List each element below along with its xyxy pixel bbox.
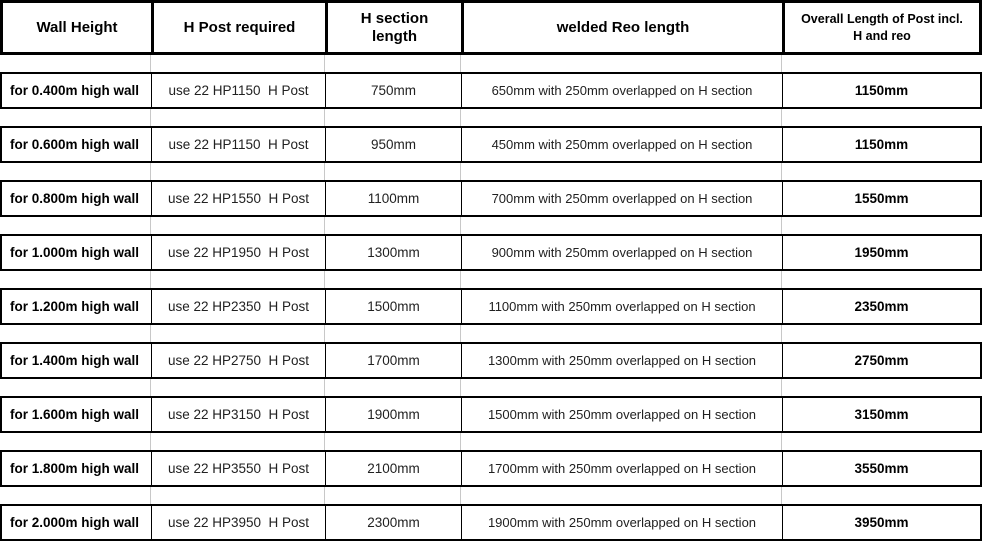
spacer-row: [0, 487, 982, 504]
header-overall-length: [782, 0, 982, 55]
cell-h-post: use 22 HP1150 H Post: [151, 126, 325, 163]
spacer-cell: [0, 163, 151, 180]
spacer-cell: [151, 325, 325, 342]
cell-h-post: use 22 HP3550 H Post: [151, 450, 325, 487]
spacer-cell: [782, 271, 982, 288]
cell-overall-length: 1150mm: [782, 72, 982, 109]
table-header-row: [0, 0, 982, 55]
spacer-cell: [782, 433, 982, 450]
cell-h-section-length: 1900mm: [325, 396, 461, 433]
cell-h-section-length: 1100mm: [325, 180, 461, 217]
spacer-cell: [0, 217, 151, 234]
spacer-cell: [461, 379, 782, 396]
cell-h-section-length: 950mm: [325, 126, 461, 163]
cell-overall-length: 1550mm: [782, 180, 982, 217]
cell-h-post: use 22 HP1150 H Post: [151, 72, 325, 109]
cell-reo-length: 700mm with 250mm overlapped on H section: [461, 180, 782, 217]
spacer-cell: [782, 217, 982, 234]
spacer-cell: [151, 163, 325, 180]
table-row: [0, 342, 982, 379]
spacer-row: [0, 109, 982, 126]
cell-overall-length: 2350mm: [782, 288, 982, 325]
cell-overall-length: 3550mm: [782, 450, 982, 487]
spacer-cell: [325, 109, 461, 126]
cell-reo-length: 1700mm with 250mm overlapped on H section: [461, 450, 782, 487]
spacer-cell: [461, 55, 782, 72]
spacer-cell: [0, 487, 151, 504]
header-label: welded Reo length: [556, 18, 690, 36]
spacer-cell: [151, 217, 325, 234]
spacer-cell: [151, 433, 325, 450]
cell-h-post: use 22 HP1550 H Post: [151, 180, 325, 217]
spacer-row: [0, 271, 982, 288]
table-row: [0, 234, 982, 271]
cell-reo-length: 650mm with 250mm overlapped on H section: [461, 72, 782, 109]
cell-wall-height: for 1.200m high wall: [0, 288, 151, 325]
spacer-cell: [782, 379, 982, 396]
spacer-cell: [325, 217, 461, 234]
spacer-cell: [782, 163, 982, 180]
spacer-row: [0, 163, 982, 180]
table-row: [0, 450, 982, 487]
cell-overall-length: 2750mm: [782, 342, 982, 379]
spacer-cell: [461, 271, 782, 288]
spacer-cell: [0, 433, 151, 450]
header-wall-height: [0, 0, 151, 55]
cell-h-post: use 22 HP3950 H Post: [151, 504, 325, 541]
spacer-cell: [151, 271, 325, 288]
spacer-cell: [461, 163, 782, 180]
spacer-cell: [325, 163, 461, 180]
spacer-row: [0, 55, 982, 72]
cell-h-post: use 22 HP2750 H Post: [151, 342, 325, 379]
cell-overall-length: 1950mm: [782, 234, 982, 271]
spacer-cell: [151, 487, 325, 504]
spacer-cell: [461, 433, 782, 450]
cell-h-section-length: 1300mm: [325, 234, 461, 271]
cell-reo-length: 1500mm with 250mm overlapped on H section: [461, 396, 782, 433]
cell-h-post: use 22 HP3150 H Post: [151, 396, 325, 433]
cell-wall-height: for 1.400m high wall: [0, 342, 151, 379]
table-row: [0, 180, 982, 217]
spacer-row: [0, 433, 982, 450]
spacer-cell: [151, 379, 325, 396]
spacer-cell: [0, 271, 151, 288]
cell-wall-height: for 1.800m high wall: [0, 450, 151, 487]
spacer-cell: [151, 55, 325, 72]
cell-h-section-length: 2300mm: [325, 504, 461, 541]
spacer-row: [0, 379, 982, 396]
table-row: [0, 288, 982, 325]
cell-wall-height: for 1.000m high wall: [0, 234, 151, 271]
header-label: H Post required: [183, 18, 296, 36]
cell-h-section-length: 750mm: [325, 72, 461, 109]
table-row: [0, 396, 982, 433]
header-label: Wall Height: [36, 18, 118, 36]
spacer-cell: [0, 55, 151, 72]
spacer-cell: [0, 379, 151, 396]
table-row: [0, 126, 982, 163]
cell-reo-length: 1100mm with 250mm overlapped on H section: [461, 288, 782, 325]
spacer-cell: [782, 487, 982, 504]
cell-h-section-length: 2100mm: [325, 450, 461, 487]
spacer-cell: [325, 55, 461, 72]
spacer-cell: [325, 433, 461, 450]
header-h-post-required: [151, 0, 325, 55]
spacer-cell: [782, 325, 982, 342]
cell-overall-length: 1150mm: [782, 126, 982, 163]
cell-reo-length: 450mm with 250mm overlapped on H section: [461, 126, 782, 163]
spacer-row: [0, 325, 982, 342]
header-label: Overall Length of Post incl. H and reo: [801, 12, 963, 43]
cell-reo-length: 1900mm with 250mm overlapped on H section: [461, 504, 782, 541]
cell-overall-length: 3950mm: [782, 504, 982, 541]
table-row: [0, 72, 982, 109]
header-welded-reo-length: [461, 0, 782, 55]
cell-h-post: use 22 HP1950 H Post: [151, 234, 325, 271]
spacer-cell: [461, 487, 782, 504]
cell-h-post: use 22 HP2350 H Post: [151, 288, 325, 325]
cell-wall-height: for 0.800m high wall: [0, 180, 151, 217]
spacer-cell: [782, 55, 982, 72]
cell-wall-height: for 0.600m high wall: [0, 126, 151, 163]
spacer-cell: [325, 325, 461, 342]
spacer-cell: [325, 487, 461, 504]
header-label: H section length: [360, 9, 429, 45]
cell-h-section-length: 1700mm: [325, 342, 461, 379]
spacer-row: [0, 217, 982, 234]
cell-wall-height: for 2.000m high wall: [0, 504, 151, 541]
spacer-cell: [461, 325, 782, 342]
spacer-cell: [0, 325, 151, 342]
spacer-cell: [461, 109, 782, 126]
spacer-cell: [782, 109, 982, 126]
spacer-cell: [461, 217, 782, 234]
cell-wall-height: for 0.400m high wall: [0, 72, 151, 109]
spacer-cell: [0, 109, 151, 126]
header-h-section-length: [325, 0, 461, 55]
cell-h-section-length: 1500mm: [325, 288, 461, 325]
cell-overall-length: 3150mm: [782, 396, 982, 433]
spacer-cell: [325, 379, 461, 396]
cell-reo-length: 900mm with 250mm overlapped on H section: [461, 234, 782, 271]
table-row: [0, 504, 982, 541]
spacer-cell: [325, 271, 461, 288]
cell-reo-length: 1300mm with 250mm overlapped on H section: [461, 342, 782, 379]
spacer-cell: [151, 109, 325, 126]
cell-wall-height: for 1.600m high wall: [0, 396, 151, 433]
